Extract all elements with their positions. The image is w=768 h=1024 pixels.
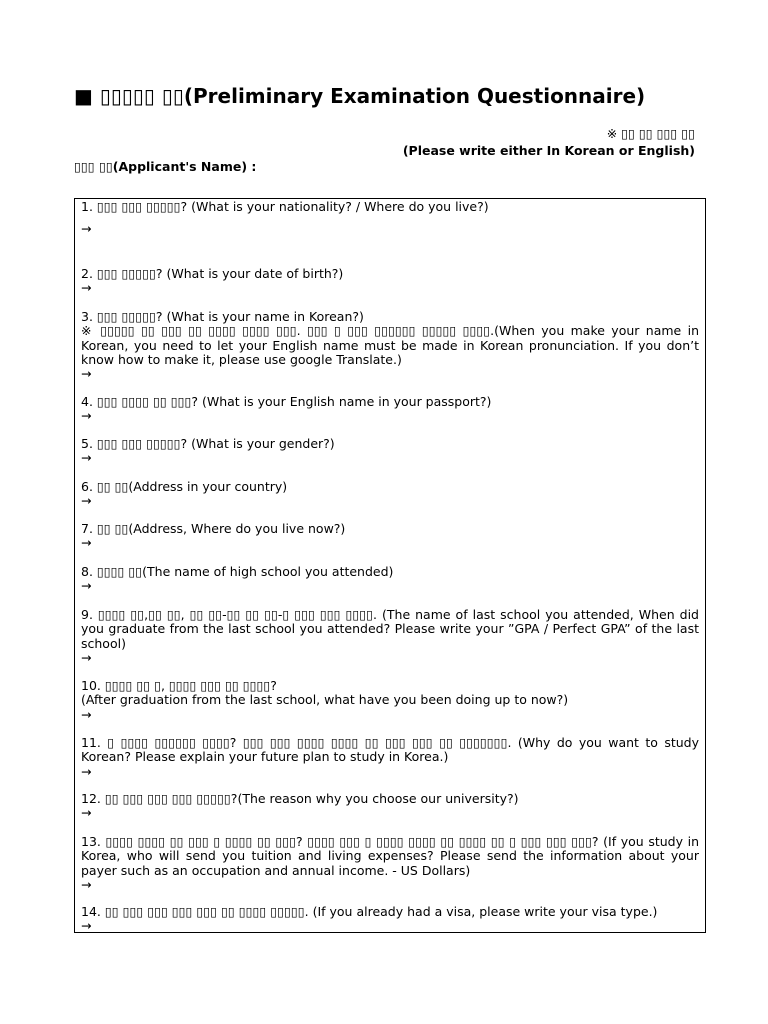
question-text: 13. ▯▯▯▯ ▯▯▯▯ ▯▯ ▯▯▯ ▯ ▯▯▯▯ ▯▯ ▯▯▯? ▯▯▯▯ ▯▯▯ ▯ ▯▯▯▯ ▯▯▯▯ ▯▯ ▯▯▯▯ ▯▯ ▯ ▯▯▯ ▯▯▯ ▯▯▯? (If you study in Korea, who will send you tuition and living expenses? Please send the information about your payer such as an occupation and annual income. - US Dollars)	[81, 834, 699, 878]
question-text: 4. ▯▯▯ ▯▯▯▯ ▯▯ ▯▯▯? (What is your English name in your passport?)	[81, 394, 492, 409]
question-text: 3. ▯▯▯ ▯▯▯▯▯? (What is your name in Korean?)	[81, 309, 364, 324]
question-14	[81, 905, 699, 934]
answer-arrow[interactable]: →	[81, 918, 92, 934]
question-6	[81, 480, 699, 509]
question-text: 5. ▯▯▯ ▯▯▯ ▯▯▯▯▯? (What is your gender?)	[81, 436, 335, 451]
question-1	[81, 200, 699, 237]
question-text: 8. ▯▯▯▯ ▯▯(The name of high school you attended)	[81, 564, 394, 579]
question-5	[81, 437, 699, 466]
question-7	[81, 522, 699, 551]
language-note-english: (Please write either In Korean or English)	[402, 143, 695, 158]
question-3	[81, 310, 699, 381]
question-text: 11. ▯ ▯▯▯▯ ▯▯▯▯▯▯ ▯▯▯▯? ▯▯▯ ▯▯▯ ▯▯▯▯ ▯▯▯▯ ▯▯ ▯▯▯ ▯▯▯ ▯▯ ▯▯▯▯▯▯▯. (Why do you want to study Korean? Please explain your future plan to study in Korea.)	[81, 735, 699, 765]
page-title: ■ ▯▯▯▯▯ ▯▯(Preliminary Examination Questionnaire)	[74, 84, 646, 108]
answer-arrow[interactable]: →	[81, 805, 92, 821]
answer-arrow[interactable]: →	[81, 280, 92, 296]
questionnaire-box	[74, 198, 706, 933]
question-text: 6. ▯▯ ▯▯(Address in your country)	[81, 479, 288, 494]
question-note: (After graduation from the last school, what have you been doing up to now?)	[81, 692, 569, 708]
question-text: 14. ▯▯ ▯▯▯ ▯▯▯ ▯▯▯ ▯▯▯ ▯▯ ▯▯▯▯ ▯▯▯▯▯. (If you already had a visa, please write your visa type.)	[81, 904, 658, 919]
answer-arrow[interactable]: →	[81, 493, 92, 509]
question-9	[81, 608, 699, 665]
question-8	[81, 565, 699, 594]
answer-arrow[interactable]: →	[81, 876, 92, 892]
answer-arrow[interactable]: →	[81, 221, 92, 237]
answer-arrow[interactable]: →	[81, 450, 92, 466]
question-text: 10. ▯▯▯▯ ▯▯ ▯, ▯▯▯▯ ▯▯▯ ▯▯ ▯▯▯▯?	[81, 678, 277, 693]
question-text: 9. ▯▯▯▯ ▯▯,▯▯ ▯▯, ▯▯ ▯▯-▯▯ ▯▯ ▯▯-▯ ▯▯▯ ▯▯▯ ▯▯▯▯. (The name of last school you attended, When did you graduate from the last school you attended? Please write your ”GPA / Perfect GPA” of the last school)	[81, 607, 699, 651]
question-13	[81, 835, 699, 892]
answer-arrow[interactable]: →	[81, 649, 92, 665]
question-2	[81, 267, 699, 296]
answer-arrow[interactable]: →	[81, 408, 92, 424]
question-text: 12. ▯▯ ▯▯▯ ▯▯▯ ▯▯▯ ▯▯▯▯▯?(The reason why you choose our university?)	[81, 791, 519, 806]
question-10	[81, 679, 699, 722]
applicant-name-label: ▯▯▯ ▯▯(Applicant's Name) :	[74, 159, 257, 174]
answer-arrow[interactable]: →	[81, 763, 92, 779]
question-4	[81, 395, 699, 424]
answer-arrow[interactable]: →	[81, 366, 92, 382]
question-12	[81, 792, 699, 821]
question-note: ※ ▯▯▯▯▯ ▯▯ ▯▯▯ ▯▯ ▯▯▯▯ ▯▯▯▯ ▯▯▯. ▯▯▯ ▯ ▯▯▯ ▯▯▯▯▯▯ ▯▯▯▯▯ ▯▯▯▯.(When you make your name in Korean, you need to let your English name must be made in Korean pronunciation. If you don’t know how to make it, please use google Translate.)	[81, 323, 699, 367]
answer-arrow[interactable]: →	[81, 578, 92, 594]
answer-arrow[interactable]: →	[81, 706, 92, 722]
language-note-korean: ※ ▯▯ ▯▯ ▯▯▯ ▯▯	[606, 126, 695, 141]
question-text: 7. ▯▯ ▯▯(Address, Where do you live now?)	[81, 521, 346, 536]
question-11	[81, 736, 699, 779]
question-text: 1. ▯▯▯ ▯▯▯ ▯▯▯▯▯? (What is your nationality? / Where do you live?)	[81, 199, 489, 214]
answer-arrow[interactable]: →	[81, 535, 92, 551]
question-text: 2. ▯▯▯ ▯▯▯▯▯? (What is your date of birth?)	[81, 266, 344, 281]
